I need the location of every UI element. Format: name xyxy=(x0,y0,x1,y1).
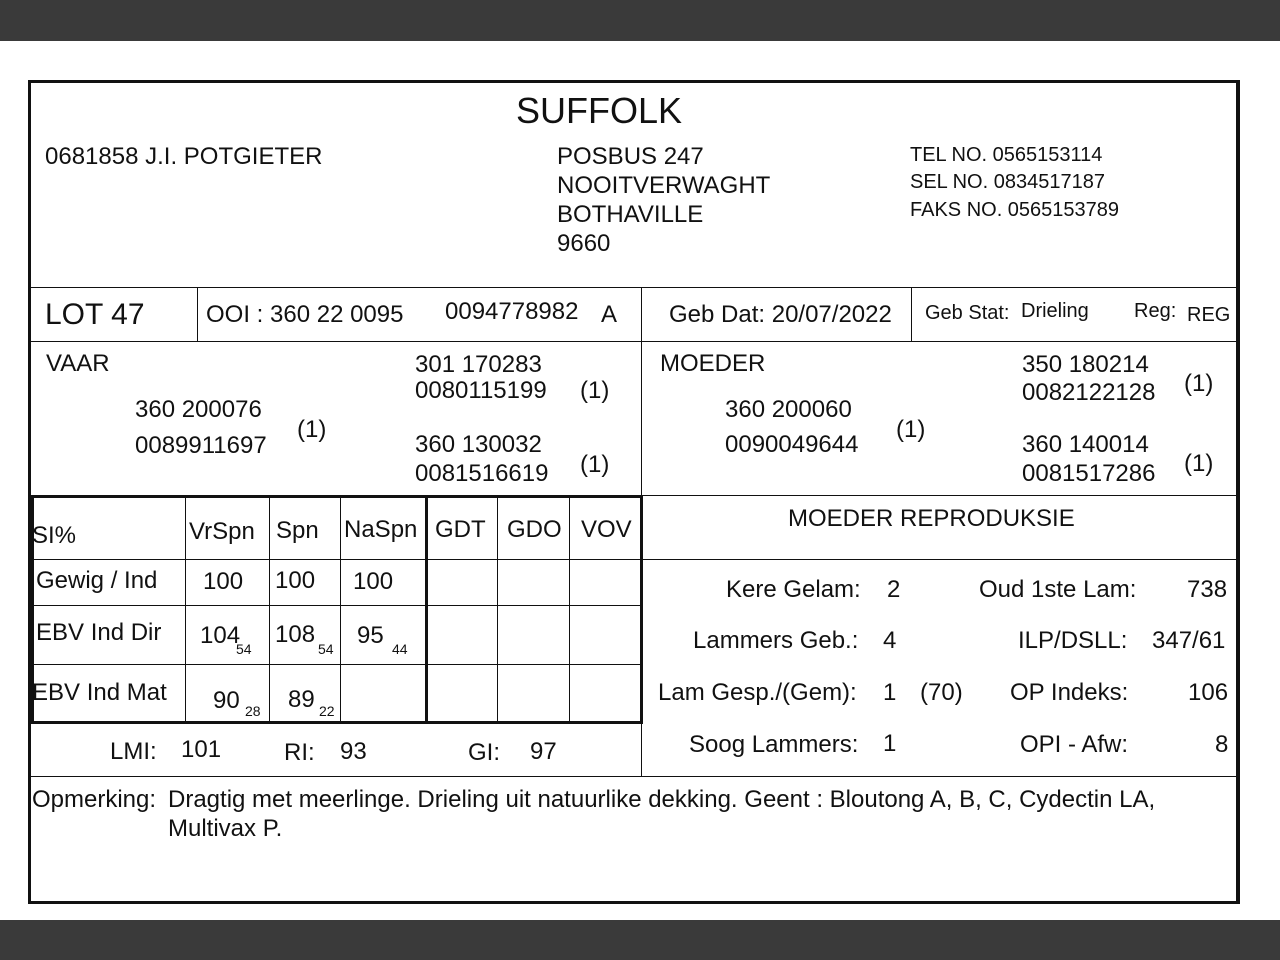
divider-lot-box xyxy=(197,288,198,341)
divider-si-thick-right xyxy=(640,496,643,724)
sire-id: 360 200076 xyxy=(135,396,262,423)
sire-sire-number: 0080115199 xyxy=(415,377,547,404)
divider-si-col6 xyxy=(569,498,570,722)
dam-sire-number: 0082122128 xyxy=(1022,379,1156,406)
lambings-value: 2 xyxy=(887,576,901,603)
birth-date: Geb Dat: 20/07/2022 xyxy=(669,301,892,328)
owner-name: 0681858 J.I. POTGIETER xyxy=(45,143,323,170)
row-ebv-dir-label: EBV Ind Dir xyxy=(36,619,162,646)
dam-id: 360 200060 xyxy=(725,396,852,423)
ilp-dsll-value: 347/61 xyxy=(1152,627,1226,654)
lambs-weaned-value: 1 xyxy=(883,679,897,706)
op-index-label: OP Indeks: xyxy=(1010,679,1129,706)
gi-value: 97 xyxy=(530,738,557,765)
lambs-born-label: Lammers Geb.: xyxy=(693,627,859,654)
remarks-line-2: Multivax P. xyxy=(168,815,283,842)
si-header-si: SI% xyxy=(32,522,77,549)
divider-si-header xyxy=(31,559,1237,560)
sire-dam-id: 360 130032 xyxy=(415,431,542,458)
dam-dam-number: 0081517286 xyxy=(1022,460,1156,487)
divider-ooi-box xyxy=(641,288,642,341)
si-header-vov: VOV xyxy=(581,516,632,543)
sire-number: 0089911697 xyxy=(135,432,267,459)
suckling-lambs-value: 1 xyxy=(883,730,897,757)
row-ebv-dir-vrspn-accuracy: 54 xyxy=(236,641,252,657)
remarks-label: Opmerking: xyxy=(32,786,157,813)
lot-number: LOT 47 xyxy=(45,298,145,331)
gi-label: GI: xyxy=(468,739,501,766)
row-weight-label: Gewig / Ind xyxy=(36,567,158,594)
si-header-gdt: GDT xyxy=(435,516,486,543)
lambs-weaned-average: (70) xyxy=(920,679,963,706)
dam-label: MOEDER xyxy=(660,350,766,377)
si-header-gdo: GDO xyxy=(507,516,562,543)
si-header-vrspn: VrSpn xyxy=(189,518,255,545)
sire-dam-number: 0081516619 xyxy=(415,460,549,487)
row-ebv-dir-spn: 108 xyxy=(275,621,316,648)
row-ebv-dir-naspn: 95 xyxy=(357,622,384,649)
si-header-spn: Spn xyxy=(276,517,319,544)
address-line-3: BOTHAVILLE xyxy=(557,201,704,228)
divider-si-thick-bottom xyxy=(31,721,643,724)
suckling-lambs-label: Soog Lammers: xyxy=(689,731,859,758)
remarks-line-1: Dragtig met meerlinge. Drieling uit natuurlike dekking. Geent : Bloutong A, B, C, Cydectin LA, xyxy=(168,786,1156,813)
sire-label: VAAR xyxy=(46,350,110,377)
tel-number: TEL NO. 0565153114 xyxy=(910,144,1103,166)
birth-status: Drieling xyxy=(1021,300,1089,322)
dam-sire-mark: (1) xyxy=(1184,370,1214,397)
top-frame-bar xyxy=(0,0,1280,41)
dam-dam-id: 360 140014 xyxy=(1022,431,1149,458)
sire-sire-mark: (1) xyxy=(580,377,610,404)
row-ebv-mat-spn: 89 xyxy=(288,686,315,713)
si-header-naspn: NaSpn xyxy=(344,516,418,543)
dam-sire-id: 350 180214 xyxy=(1022,351,1149,378)
divider-si-col2 xyxy=(269,498,270,722)
divider-header-bottom xyxy=(31,287,1237,288)
lmi-label: LMI: xyxy=(110,738,157,765)
ilp-dsll-label: ILP/DSLL: xyxy=(1018,627,1128,654)
first-lamb-age-value: 738 xyxy=(1187,576,1228,603)
cell-number: SEL NO. 0834517187 xyxy=(910,171,1105,193)
bottom-frame-bar xyxy=(0,920,1280,960)
row-ebv-dir-spn-accuracy: 54 xyxy=(318,641,334,657)
repro-title: MOEDER REPRODUKSIE xyxy=(788,505,1075,532)
lambs-weaned-label: Lam Gesp./(Gem): xyxy=(658,679,857,706)
sire-sire-id: 301 170283 xyxy=(415,351,542,378)
registration-label: Reg: xyxy=(1134,300,1177,322)
row-ebv-mat-vrspn-accuracy: 28 xyxy=(245,703,261,719)
first-lamb-age-label: Oud 1ste Lam: xyxy=(979,576,1137,603)
divider-si-thick-top xyxy=(31,495,643,498)
lambs-born-value: 4 xyxy=(883,627,897,654)
dam-dam-mark: (1) xyxy=(1184,450,1214,477)
lambings-label: Kere Gelam: xyxy=(726,576,861,603)
ewe-class: A xyxy=(601,301,618,328)
dam-number: 0090049644 xyxy=(725,431,859,458)
sire-mark: (1) xyxy=(297,416,327,443)
address-line-4: 9660 xyxy=(557,230,611,257)
dam-mark: (1) xyxy=(896,416,926,443)
ewe-id: OOI : 360 22 0095 xyxy=(206,301,404,328)
row-ebv-mat-label: EBV Ind Mat xyxy=(32,679,167,706)
breed-title: SUFFOLK xyxy=(516,90,683,131)
fax-number: FAKS NO. 0565153789 xyxy=(910,199,1120,221)
divider-si-row1 xyxy=(31,605,642,606)
birth-status-label: Geb Stat: xyxy=(925,302,1010,324)
address-line-2: NOOITVERWAGHT xyxy=(557,172,771,199)
ewe-number: 0094778982 xyxy=(445,298,579,325)
divider-si-col1 xyxy=(185,498,186,722)
row-ebv-mat-spn-accuracy: 22 xyxy=(319,703,335,719)
ri-value: 93 xyxy=(340,738,367,765)
row-weight-naspn: 100 xyxy=(353,568,394,595)
row-weight-spn: 100 xyxy=(275,567,316,594)
opi-deviation-label: OPI - Afw: xyxy=(1020,731,1129,758)
divider-lot-bottom xyxy=(31,341,1237,342)
row-ebv-mat-vrspn: 90 xyxy=(213,687,240,714)
divider-si-thick-mid xyxy=(425,498,428,724)
registration-value: REG xyxy=(1187,304,1231,326)
divider-si-col5 xyxy=(497,498,498,722)
row-ebv-dir-naspn-accuracy: 44 xyxy=(392,641,408,657)
lmi-value: 101 xyxy=(181,736,222,763)
sire-dam-mark: (1) xyxy=(580,451,610,478)
opi-deviation-value: 8 xyxy=(1215,731,1229,758)
row-weight-vrspn: 100 xyxy=(203,568,244,595)
ri-label: RI: xyxy=(284,739,315,766)
divider-gebdat-box xyxy=(911,288,912,341)
divider-si-row2 xyxy=(31,664,642,665)
divider-remarks-top xyxy=(31,776,1237,777)
divider-si-col3 xyxy=(340,498,341,722)
address-line-1: POSBUS 247 xyxy=(557,143,704,170)
row-ebv-dir-vrspn: 104 xyxy=(200,622,241,649)
op-index-value: 106 xyxy=(1188,679,1229,706)
